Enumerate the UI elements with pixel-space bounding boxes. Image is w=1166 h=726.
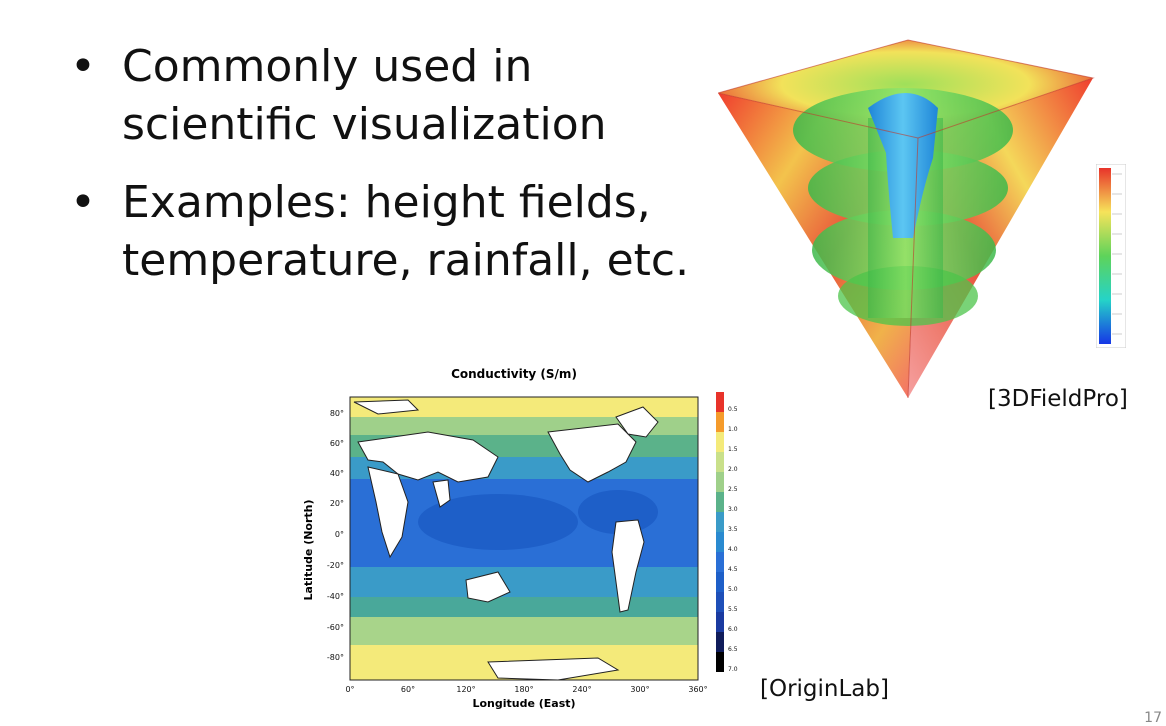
- map-ytick: 80°: [329, 409, 344, 418]
- map-ytick: -60°: [326, 623, 344, 632]
- bullet-dot: •: [70, 177, 96, 228]
- map-xtick: 300°: [630, 685, 650, 694]
- map-colorbar-tick: 5.5: [728, 606, 738, 613]
- map-ylabel: Latitude (North): [302, 499, 315, 601]
- bullet-item: [64, 38, 704, 154]
- map-ytick: -20°: [326, 561, 344, 570]
- caption-originlab: [OriginLab]: [760, 676, 889, 702]
- map-ytick: 40°: [329, 469, 344, 478]
- map-colorbar-tick: 4.0: [728, 546, 738, 553]
- bullet-item: [64, 174, 704, 290]
- map-xtick: 240°: [572, 685, 592, 694]
- map-ytick: -80°: [326, 653, 344, 662]
- map-colorbar-tick: 5.0: [728, 586, 738, 593]
- map-ytick: 20°: [329, 499, 344, 508]
- map-xtick: 180°: [514, 685, 534, 694]
- slide-number: 17: [1144, 710, 1162, 726]
- caption-3dfieldpro: [3DFieldPro]: [988, 386, 1128, 412]
- map-xlabel: Longitude (East): [472, 697, 576, 710]
- map-colorbar-tick: 2.0: [728, 466, 738, 473]
- map-ytick: 60°: [329, 439, 344, 448]
- 3d-field-cube-image: [718, 38, 1108, 400]
- map-xtick: 120°: [456, 685, 476, 694]
- bullet-dot: •: [70, 41, 96, 92]
- map-plot-area: [350, 397, 698, 680]
- map-colorbar-tick: 7.0: [728, 666, 738, 673]
- map-colorbar-tick: 1.0: [728, 426, 738, 433]
- map-colorbar: [716, 392, 724, 672]
- map-colorbar-tick: 2.5: [728, 486, 738, 493]
- map-xtick: 60°: [400, 685, 416, 694]
- map-colorbar-tick: 3.0: [728, 506, 738, 513]
- map-colorbar-tick: 6.5: [728, 646, 738, 653]
- map-xtick: 360°: [688, 685, 708, 694]
- map-xtick: 0°: [345, 685, 355, 694]
- map-colorbar-tick: 3.5: [728, 526, 738, 533]
- conductivity-map-figure: [298, 362, 748, 712]
- map-ytick: -40°: [326, 592, 344, 601]
- bullet-text: Commonly used in scientific visualization: [122, 41, 607, 150]
- map-colorbar-tick: 0.5: [728, 406, 738, 413]
- map-colorbar-tick: 6.0: [728, 626, 738, 633]
- bullet-text: Examples: height fields, temperature, rainfall, etc.: [122, 177, 690, 286]
- map-title: Conductivity (S/m): [451, 367, 577, 381]
- map-ytick: 0°: [334, 530, 344, 539]
- map-colorbar-tick: 1.5: [728, 446, 738, 453]
- map-colorbar-tick: 4.5: [728, 566, 738, 573]
- 3d-colorbar: [1096, 164, 1126, 348]
- bullet-list: [64, 38, 704, 310]
